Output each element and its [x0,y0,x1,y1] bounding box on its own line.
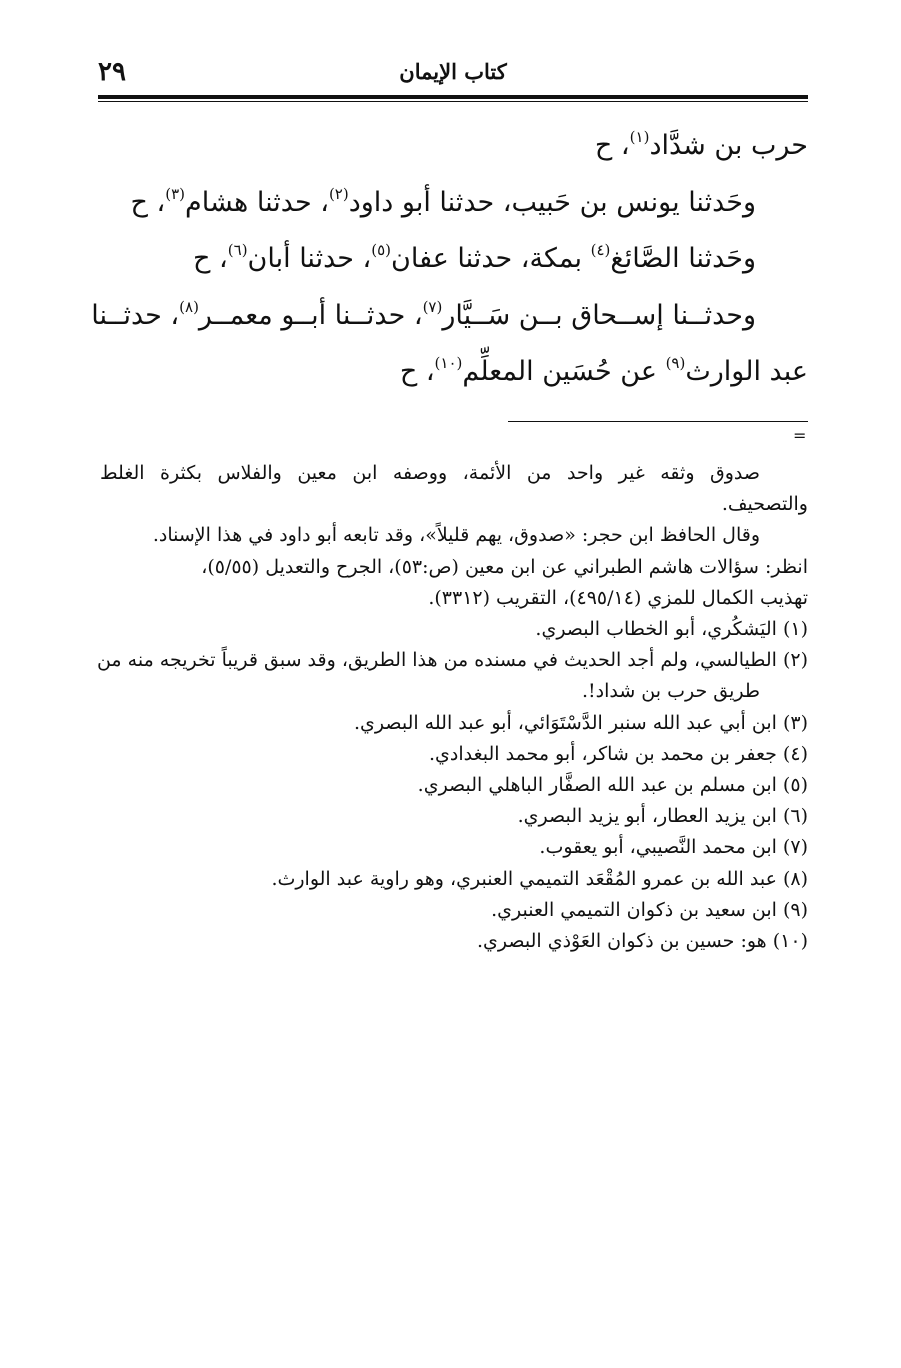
footnote-item-2: (٢) الطيالسي، ولم أجد الحديث في مسنده من هذا الطريق، وقد سبق قريباً تخريجه منه من [96,649,808,672]
footnote-continuation-mark: = [793,426,807,445]
footnote-ref: (٣) [165,184,186,203]
page-number: ٢٩ [98,57,126,87]
main-line-5 [100,344,808,401]
text-segment: وحَدثنا الصَّائغ [610,243,756,274]
text-segment: ، حدثنا أبان [247,243,372,274]
text-segment: ، ح [193,243,228,274]
main-line-1 [100,118,808,175]
footnote-ref: (٤) [590,241,611,259]
text-segment: وحَدثنا يونس بن حَبيب، حدثنا أبو داود [348,186,756,218]
text-segment: حرب بن شدَّاد [649,130,808,161]
text-segment: عبد الوارث [685,356,808,387]
text-segment: ، ح [399,356,435,387]
footnote-separator [508,421,808,422]
footnote-ref: (١) [629,128,650,146]
footnote-line: تهذيب الكمال للمزي (٤٩٥/١٤)، التقريب (٣٣١٢). [428,586,808,609]
footnote-item-5: (٥) ابن مسلم بن عبد الله الصفَّار الباهلي البصري. [417,774,808,797]
footnote-item-8: (٨) عبد الله بن عمرو المُقْعَد التميمي العنبري، وهو راوية عبد الوارث. [271,867,808,890]
text-segment: ، ح [594,130,630,161]
footnotes [96,458,808,957]
main-line-3 [100,231,808,288]
footnote-line: والتصحيف. [721,493,808,516]
text-segment: ، حدثــنا أبــو معمــر [198,299,423,331]
text-segment: ، حدثنا هشام [185,186,329,218]
page-header [98,55,808,95]
footnote-ref: (٧) [422,297,443,316]
footnote-item-6: (٦) ابن يزيد العطار، أبو يزيد البصري. [517,805,808,828]
main-text [91,118,808,401]
running-title: كتاب الإيمان [399,59,507,84]
header-rule-thin [98,101,808,102]
footnote-line: انظر: سؤالات هاشم الطبراني عن ابن معين (ص:٥٣)، الجرح والتعديل (٥/٥٥)، [201,555,808,578]
header-rule-thick [98,95,808,99]
text-segment: بمكة، حدثنا عفان [391,243,591,274]
footnote-ref: (٨) [179,297,199,316]
footnote-line: وقال الحافظ ابن حجر: «صدوق، يهم قليلاً»، وقد تابعه أبو داود في هذا الإسناد. [152,524,760,547]
main-line-4 [91,288,808,345]
text-segment: وحدثــنا إســحاق بــن سَــيَّار [442,299,756,331]
footnote-item-7: (٧) ابن محمد النَّصيبي، أبو يعقوب. [539,836,808,859]
footnote-ref: (٦) [227,241,248,259]
text-segment: ، حدثــنا [91,299,180,331]
footnote-ref: (٩) [665,354,686,372]
footnote-item-10: (١٠) هو: حسين بن ذكوان العَوْذي البصري. [477,930,808,953]
footnote-item-9: (٩) ابن سعيد بن ذكوان التميمي العنبري. [491,898,808,921]
footnote-ref: (٢) [328,184,349,203]
footnote-ref: (٥) [371,241,392,259]
text-segment: عن حُسَين المعلِّم [462,356,666,387]
footnote-item-1: (١) اليَشكُري، أبو الخطاب البصري. [535,618,808,641]
footnote-item-2-cont: طريق حرب بن شداد!. [581,680,760,703]
footnote-item-4: (٤) جعفر بن محمد بن شاكر، أبو محمد البغدادي. [428,742,808,765]
main-line-2 [100,175,808,232]
footnote-ref: (١٠) [434,354,463,372]
footnote-item-3: (٣) ابن أبي عبد الله سنبر الدَّسْتَوَائي، أبو عبد الله البصري. [353,711,808,734]
text-segment: ، ح [130,186,166,218]
footnote-line: صدوق وثقه غير واحد من الأئمة، ووصفه ابن معين والفلاس بكثرة الغلط [100,462,760,484]
